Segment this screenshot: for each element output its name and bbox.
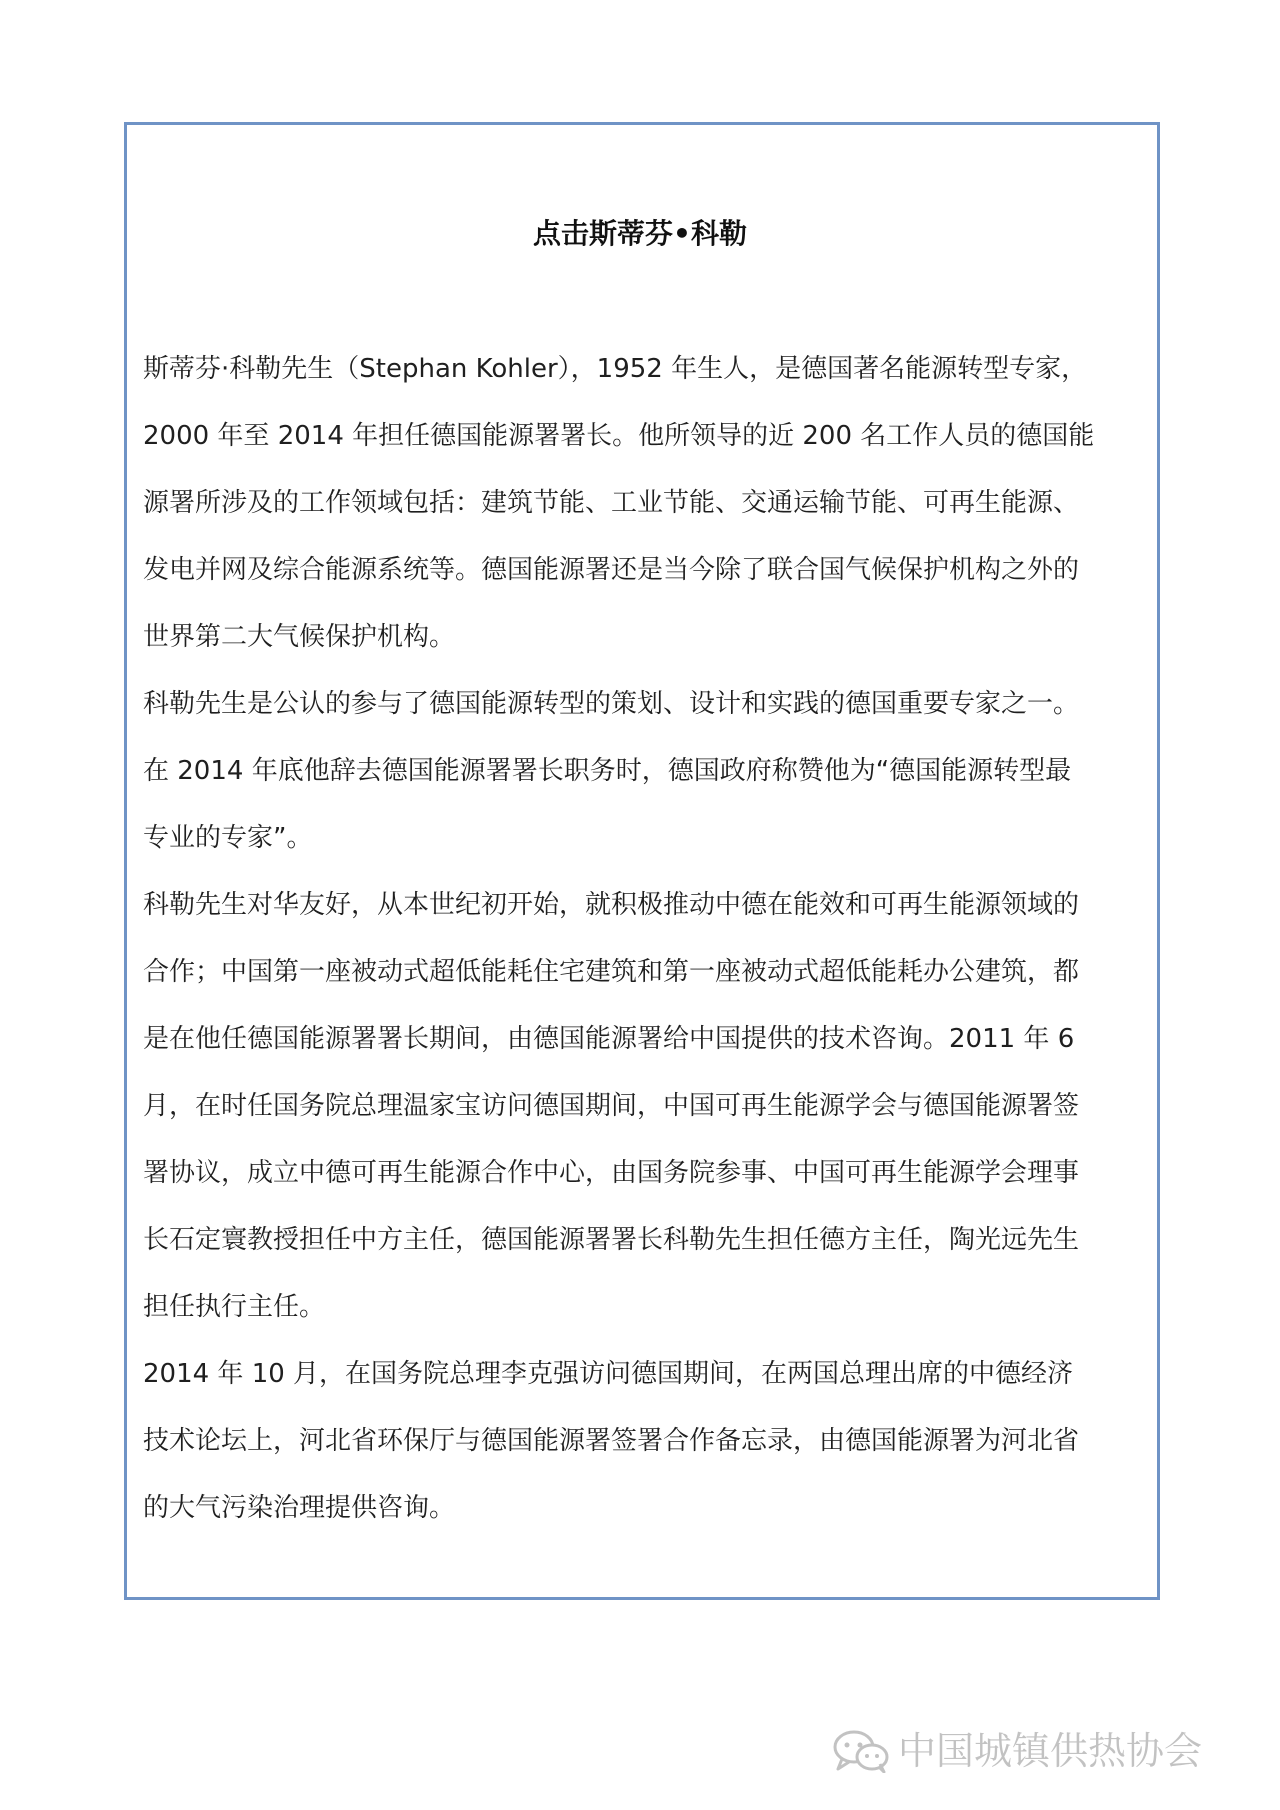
watermark-text: 中国城镇供热协会 — [898, 1729, 1203, 1773]
body-line: 2000 年至 2014 年担任德国能源署署长。他所领导的近 200 名工作人员的德国能 — [143, 421, 1095, 451]
body-line: 科勒先生是公认的参与了德国能源转型的策划、设计和实践的德国重要专家之一。 — [143, 689, 1080, 719]
body-line: 合作；中国第一座被动式超低能耗住宅建筑和第一座被动式超低能耗办公建筑，都 — [143, 957, 1080, 987]
body-line: 源署所涉及的工作领域包括：建筑节能、工业节能、交通运输节能、可再生能源、 — [143, 488, 1080, 518]
body-line: 署协议，成立中德可再生能源合作中心，由国务院参事、中国可再生能源学会理事 — [143, 1158, 1080, 1188]
page-title: 点击斯蒂芬•科勒 — [533, 217, 747, 250]
wechat-icon — [832, 1729, 890, 1773]
body-line: 是在他任德国能源署署长期间，由德国能源署给中国提供的技术咨询。2011 年 6 — [143, 1024, 1075, 1054]
body-line: 担任执行主任。 — [143, 1292, 326, 1322]
body-line: 科勒先生对华友好，从本世纪初开始，就积极推动中德在能效和可再生能源领域的 — [143, 890, 1080, 920]
watermark — [832, 1725, 1252, 1777]
body-line: 的大气污染治理提供咨询。 — [143, 1493, 456, 1523]
body-line: 长石定寰教授担任中方主任，德国能源署署长科勒先生担任德方主任，陶光远先生 — [143, 1225, 1080, 1255]
body-line: 斯蒂芬·科勒先生（Stephan Kohler），1952 年生人，是德国著名能源转型专家， — [143, 354, 1088, 384]
body-line: 在 2014 年底他辞去德国能源署署长职务时，德国政府称赞他为“德国能源转型最 — [143, 756, 1072, 786]
body-line: 2014 年 10 月，在国务院总理李克强访问德国期间，在两国总理出席的中德经济 — [143, 1359, 1074, 1389]
body-line: 专业的专家”。 — [143, 823, 313, 853]
body-line: 技术论坛上，河北省环保厅与德国能源署签署合作备忘录，由德国能源署为河北省 — [143, 1426, 1080, 1456]
body-line: 月，在时任国务院总理温家宝访问德国期间，中国可再生能源学会与德国能源署签 — [143, 1091, 1080, 1121]
body-line: 发电并网及综合能源系统等。德国能源署还是当今除了联合国气候保护机构之外的 — [143, 555, 1080, 585]
body-line: 世界第二大气候保护机构。 — [143, 622, 456, 652]
